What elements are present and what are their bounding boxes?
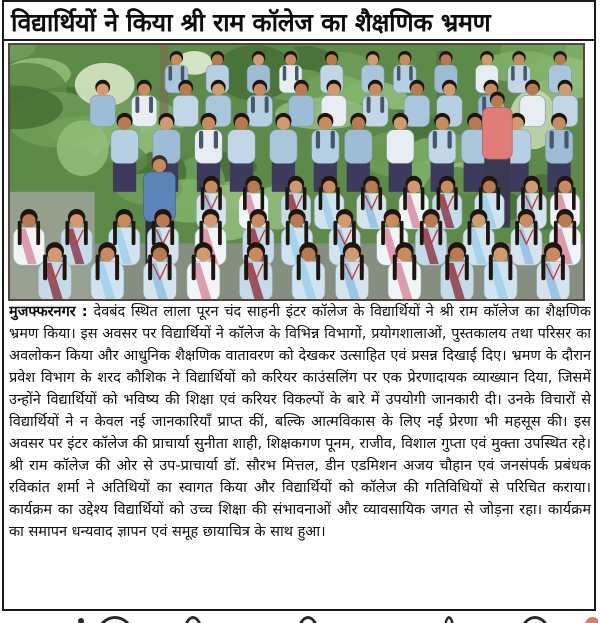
body-paragraph: देवबंद स्थित लाला पूरन चंद साहनी इंटर कॉलेज के विद्यार्थियों ने श्री राम कॉलेज का शैक्षणिक भ्रमण किया। इस अवसर पर विद्यार्थियों ने कॉलेज के विभिन्न विभागों, प्रयोगशालाओं, पुस्तकालय तथा परिसर का अवलोकन किया और आधुनिक शैक्षणिक वातावरण को देखकर उत्साहित एवं प्रसन्न दिखाई दिए। भ्रमण के दौरान प्रवेश विभाग के शरद कौशिक ने विद्यार्थियों को करियर काउंसलिंग पर एक प्रेरणादायक व्याख्यान दिया, जिसमें उन्होंने विद्यार्थियों को भविष्य की शिक्षा एवं करियर विकल्पों के बारे में उपयोगी जानकारी दी। उनके विचारों से विद्यार्थियों ने न केवल नई जानकारियाँ प्राप्त कीं, बल्कि आत्मविकास के लिए नई प्रेरणा भी महसूस की। इस अवसर पर इंटर कॉलेज की प्राचार्या सुनीता शाही, शिक्षकगण पूनम, राजीव, विशाल गुप्ता एवं मुक्ता उपस्थित रहे। श्री राम कॉलेज की ओर से उप-प्राचार्या डॉ. सौरभ मित्तल, डीन एडमिशन अजय चौहान एवं जनसंपर्क प्रबंधक रविकांत शर्मा ने अतिथियों का स्वागत किया और विद्यार्थियों को कॉलेज की गतिविधियों से परिचित कराया। कार्यक्रम का उद्देश्य विद्यार्थियों को उच्च शिक्षा की संभावनाओं और व्यावसायिक जगत से जोड़ना रहा। कार्यक्रम का समापन धन्यवाद ज्ञापन एवं समूह छायाचित्र के साथ हुआ। [9,304,591,540]
cropped-glyph-fragment [97,616,133,623]
headline: विद्यार्थियों ने किया श्री राम कॉलेज का शैक्षणिक भ्रमण [11,7,491,37]
next-article-cropped-headline [2,612,598,623]
dateline: मुजफ्फरनगर : [9,304,88,320]
cropped-glyph-fragment [443,616,455,623]
article-frame [2,0,596,611]
article-body [9,301,591,609]
cropped-glyph-fragment [183,616,203,623]
cropped-glyph-fragment [520,616,550,623]
photo-frame [8,43,585,301]
cropped-glyph-fragment [78,618,84,623]
cropped-glyph-fragment [297,616,319,623]
red-corner-mark [585,617,598,623]
group-photo [10,45,583,299]
headline-band [4,2,594,41]
